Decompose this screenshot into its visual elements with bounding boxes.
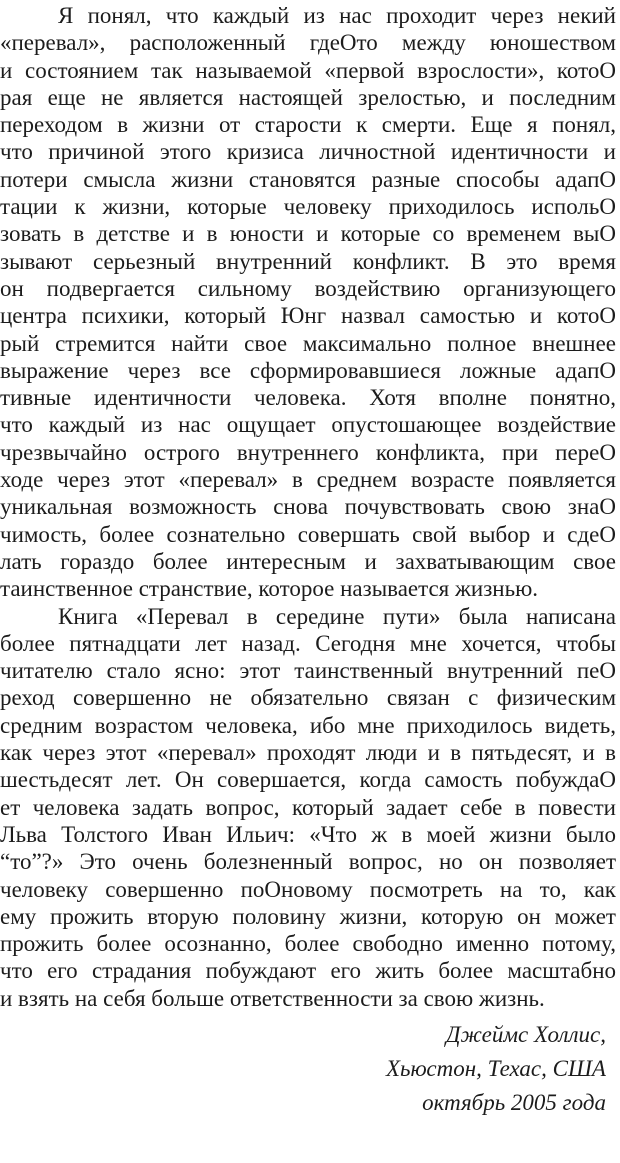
text-line: рый стремится найти свое максимально полное внешнее — [0, 330, 616, 356]
text-line: тивные идентичности человека. Хотя вполне понятно, — [0, 385, 616, 411]
text-line: Книга «Перевал в середине пути» была написана — [58, 603, 616, 629]
text-line: человеку совершенно поОновому посмотреть на то, как — [0, 876, 616, 902]
text-line: центра психики, который Юнг назвал самостью и котоО — [0, 303, 616, 329]
text-line: таинственное странствие, которое называется жизнью. — [0, 576, 539, 602]
text-line: выражение через все сформировавшиеся ложные адапО — [0, 357, 616, 383]
text-line: что причиной этого кризиса личностной идентичности и — [0, 139, 616, 165]
author-name: Джеймс Холлис, — [445, 1022, 606, 1047]
text-line: прожить более осознанно, более свободно именно потому, — [0, 931, 616, 957]
text-line: ет человека задать вопрос, который задает себе в повести — [0, 794, 616, 820]
text-line: ходе через этот «перевал» в среднем возрасте появляется — [0, 467, 616, 493]
text-line: и состоянием так называемой «первой взрослости», котоО — [0, 57, 616, 83]
text-line: лать гораздо более интересным и захватывающим свое — [0, 548, 616, 574]
text-line: как через этот «перевал» проходят люди и в пятьдесят, и в — [0, 740, 616, 766]
text-line: реход совершенно не обязательно связан с физическим — [0, 685, 616, 711]
author-date: октябрь 2005 года — [422, 1090, 606, 1115]
text-line: переходом в жизни от старости к смерти. Еще я понял, — [0, 112, 616, 138]
text-line: более пятнадцати лет назад. Сегодня мне хочется, чтобы — [0, 630, 616, 656]
author-place: Хьюстон, Техас, США — [385, 1056, 606, 1081]
text-line: читателю стало ясно: этот таинственный внутренний пеО — [0, 658, 616, 684]
text-line: и взять на себя больше ответственности за свою жизнь. — [0, 985, 545, 1011]
text-line: “то”?» Это очень болезненный вопрос, но он позволяет — [0, 849, 616, 875]
paragraph-2 — [0, 603, 620, 1012]
text-line: уникальная возможность снова почувствовать свою знаО — [0, 494, 616, 520]
text-line: шестьдесят лет. Он совершается, когда самость побуждаО — [0, 767, 616, 793]
text-line: он подвергается сильному воздействию организующего — [0, 275, 616, 301]
text-line: что каждый из нас ощущает опустошающее воздействие — [0, 412, 616, 438]
text-line: чимость, более сознательно совершать свой выбор и сдеО — [0, 521, 616, 547]
text-line: Льва Толстого Иван Ильич: «Что ж в моей жизни было — [0, 821, 616, 847]
text-line: тации к жизни, которые человеку приходилось испольО — [0, 194, 616, 220]
text-line: рая еще не является настоящей зрелостью, и последним — [0, 84, 616, 110]
text-line: зывают серьезный внутренний конфликт. В это время — [0, 248, 616, 274]
text-line: средним возрастом человека, ибо мне приходилось видеть, — [0, 712, 616, 738]
text-line: чрезвычайно острого внутреннего конфликта, при переО — [0, 439, 616, 465]
author-signature — [386, 1018, 606, 1120]
main-text — [0, 2, 620, 1012]
text-line: что его страдания побуждают его жить более масштабно — [0, 958, 616, 984]
text-line: зовать в детстве и в юности и которые со временем выО — [0, 221, 616, 247]
text-line: «перевал», расположенный гдеОто между юношеством — [0, 30, 616, 56]
text-line: Я понял, что каждый из нас проходит через некий — [58, 3, 616, 28]
text-line: ему прожить вторую половину жизни, которую он может — [0, 903, 616, 929]
paragraph-1 — [0, 2, 620, 603]
text-line: потери смысла жизни становятся разные способы адапО — [0, 166, 616, 192]
